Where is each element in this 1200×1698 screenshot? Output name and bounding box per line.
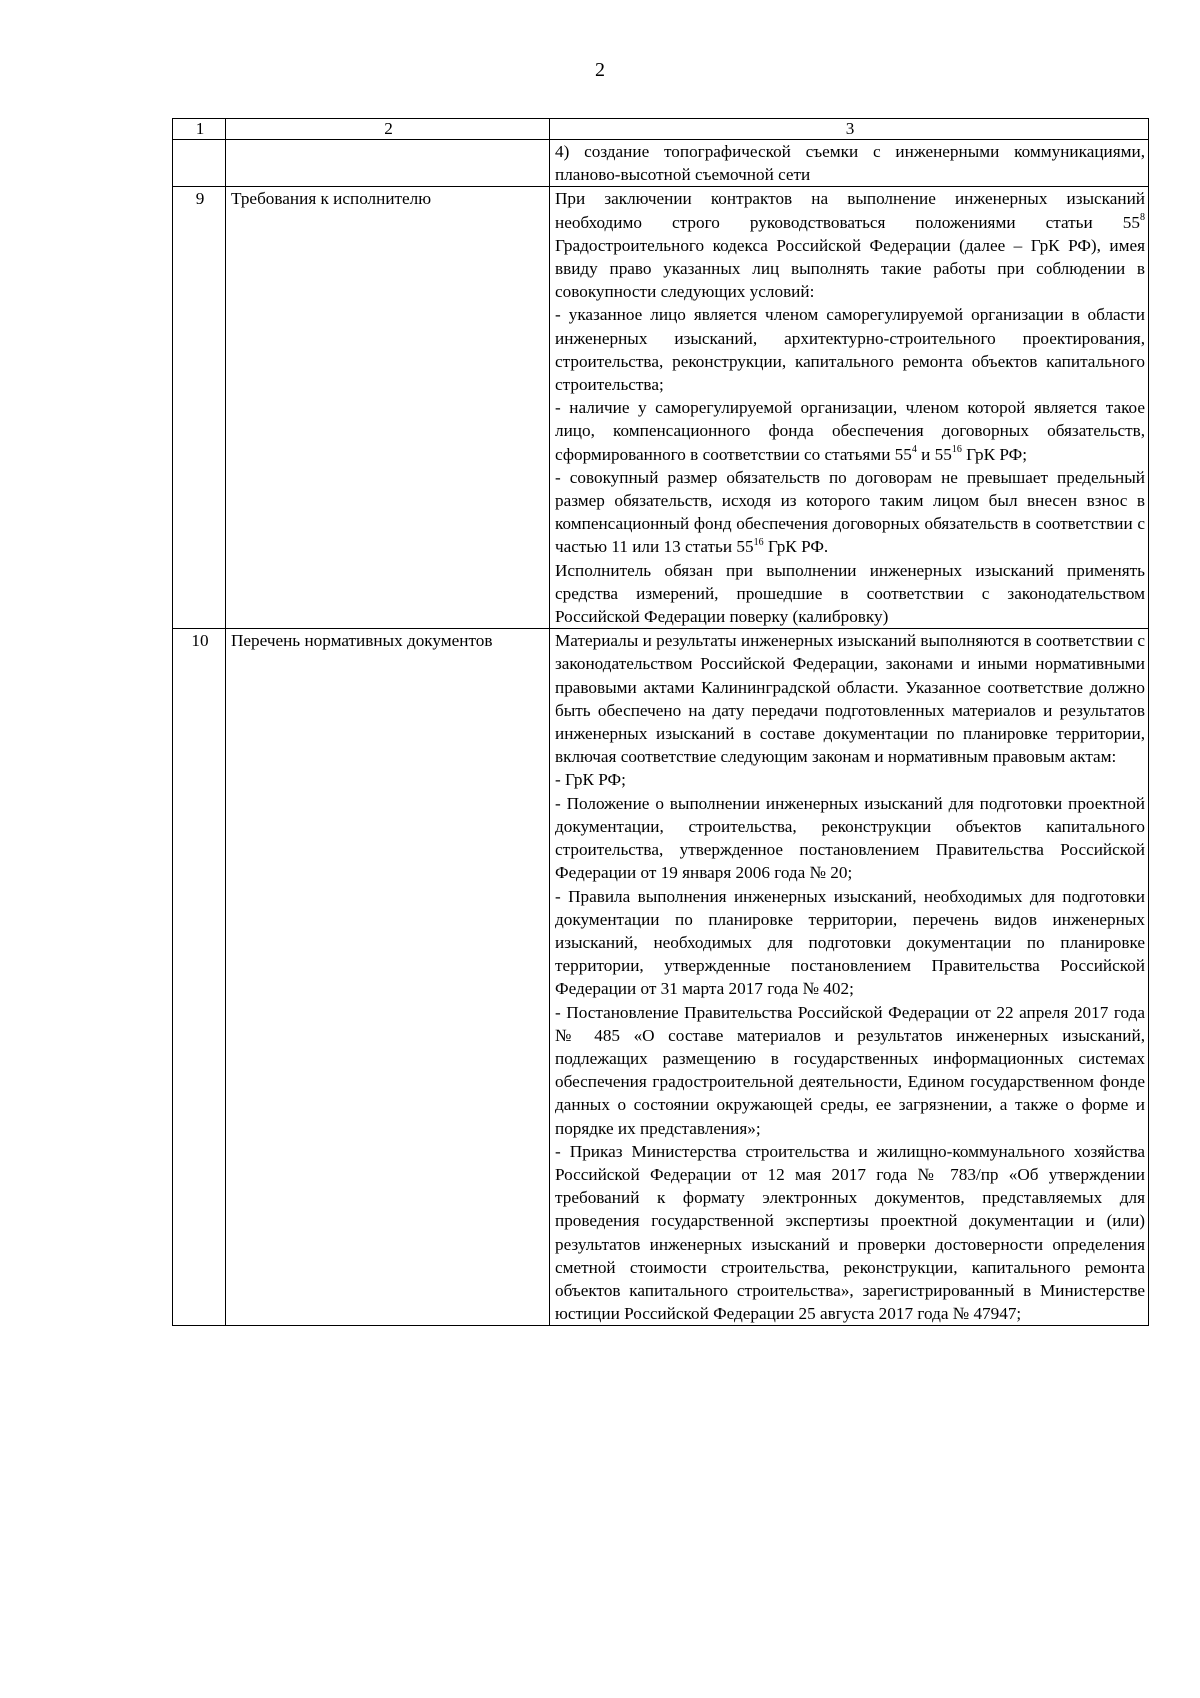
content-paragraph: - указанное лицо является членом саморегулируемой организации в области инженерных изысканий, архитектурно-строительного проектирования, строительства, реконструкции, капитального ремонта объектов капитального строительства; bbox=[555, 305, 1145, 395]
content-paragraph: - Приказ Министерства строительства и жилищно-коммунального хозяйства Российской Федерации от 12 мая 2017 года № 783/пр «Об утверждении требований к формату электронных документов, представляемых для проведения государственной экспертизы проектной документации и (или) результатов инженерных изысканий и проверки достоверности определения сметной стоимости строительства, реконструкции, капитального ремонта объектов капитального строительства», зарегистрированный в Министерстве юстиции Российской Федерации 25 августа 2017 года № 47947; bbox=[555, 1141, 1145, 1324]
row-content bbox=[550, 629, 1149, 1326]
row-title: Требования к исполнителю bbox=[226, 187, 550, 629]
requirements-table bbox=[172, 118, 1149, 1326]
content-paragraph: - Правила выполнения инженерных изысканий, необходимых для подготовки документации по планировке территории, перечень видов инженерных изысканий, необходимых для подготовки документации по планировке территории, утвержденные постановлением Правительства Российской Федерации от 31 марта 2017 года № 402; bbox=[555, 886, 1145, 999]
content-paragraph: - наличие у саморегулируемой организации, членом которой является такое лицо, компенсационного фонда обеспечения договорных обязательств, сформированного в соответствии со статьями $55^4$ и $55^{16}$ ГрК РФ; bbox=[555, 398, 1145, 464]
column-header-1: 1 bbox=[173, 119, 226, 140]
row-title: Перечень нормативных документов bbox=[226, 629, 550, 1326]
page-number: 2 bbox=[595, 59, 605, 81]
table-header-row bbox=[173, 119, 1149, 140]
row-title bbox=[226, 140, 550, 187]
table-row-continuation bbox=[173, 140, 1149, 187]
row-content bbox=[550, 140, 1149, 187]
content-paragraph: - ГрК РФ; bbox=[555, 770, 626, 790]
table-row-9 bbox=[173, 187, 1149, 629]
row-number: 10 bbox=[173, 629, 226, 1326]
table-row-10 bbox=[173, 629, 1149, 1326]
row-content bbox=[550, 187, 1149, 629]
content-paragraph: 4) создание топографической съемки с инженерными коммуникациями, планово-высотной съемочной сети bbox=[555, 142, 1145, 185]
row-number: 9 bbox=[173, 187, 226, 629]
content-paragraph: Исполнитель обязан при выполнении инженерных изысканий применять средства измерений, прошедшие в соответствии с законодательством Российской Федерации поверку (калибровку) bbox=[555, 560, 1145, 627]
content-paragraph: - Положение о выполнении инженерных изысканий для подготовки проектной документации, строительства, реконструкции объектов капитального строительства, утвержденное постановлением Правительства Российской Федерации от 19 января 2006 года № 20; bbox=[555, 793, 1145, 883]
column-header-3: 3 bbox=[550, 119, 1149, 140]
content-paragraph: - совокупный размер обязательств по договорам не превышает предельный размер обязательств, исходя из которого таким лицом был внесен взнос в компенсационный фонд обеспечения договорных обязательств в соответствии с частью 11 или 13 статьи $55^{16}$ ГрК РФ. bbox=[555, 467, 1145, 557]
content-paragraph: - Постановление Правительства Российской Федерации от 22 апреля 2017 года № 485 «О составе материалов и результатов инженерных изысканий, подлежащих размещению в государственных информационных системах обеспечения градостроительной деятельности, Едином государственном фонде данных о состоянии окружающей среды, ее загрязнении, а также о форме и порядке их представления»; bbox=[555, 1002, 1145, 1138]
content-paragraph: При заключении контрактов на выполнение инженерных изысканий необходимо строго руководствоваться положениями статьи $55^8$ Градостроительного кодекса Российской Федерации (далее – ГрК РФ), имея ввиду право указанных лиц выполнять такие работы при соблюдении в совокупности следующих условий: bbox=[555, 189, 1145, 302]
column-header-2: 2 bbox=[226, 119, 550, 140]
content-paragraph: Материалы и результаты инженерных изысканий выполняются в соответствии с законодательством Российской Федерации, законами и иными нормативными правовыми актами Калининградской области. Указанное соответствие должно быть обеспечено на дату передачи подготовленных материалов и результатов инженерных изысканий в составе документации по планировке территории, включая соответствие следующим законам и нормативным правовым актам: bbox=[555, 631, 1145, 767]
row-number bbox=[173, 140, 226, 187]
